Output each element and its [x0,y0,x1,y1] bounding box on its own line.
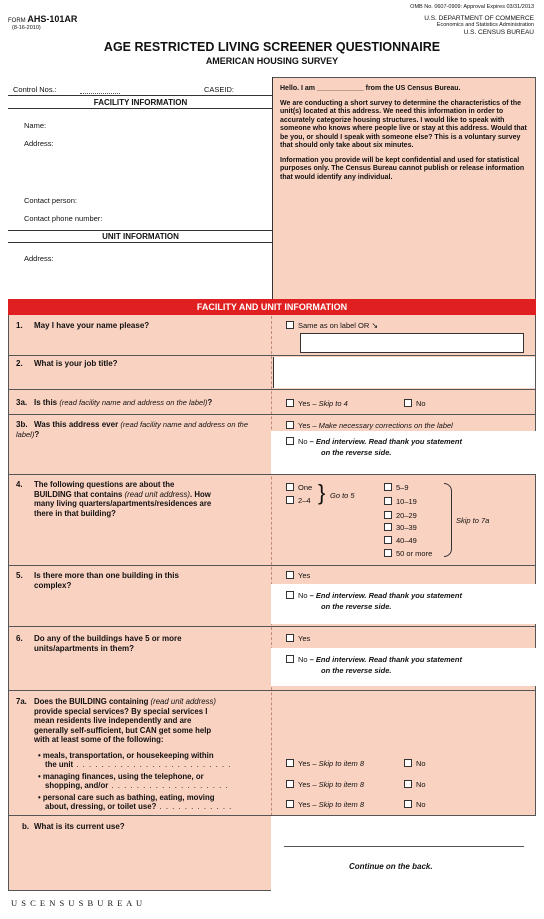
q-line: The following questions are about the [34,480,175,489]
q6-yes[interactable] [286,634,310,643]
q-text-italic: (read unit address) [124,489,190,499]
unit-address-label: Address: [24,254,54,263]
divider [8,389,536,390]
q3a-no[interactable] [404,399,426,408]
checkbox[interactable] [286,800,294,808]
q5-no[interactable] [286,591,462,600]
divider [8,108,273,109]
q-text-italic: (read facility name and address on the label) [16,420,248,439]
divider [8,230,273,231]
checkbox[interactable] [286,571,294,579]
q-text-bold: Does the BUILDING containing [34,697,151,706]
bullet-line: • personal care such as bathing, eating, moving [38,792,215,802]
checkbox[interactable] [384,549,392,557]
q-number: 3b. [16,420,28,429]
checkbox[interactable] [384,497,392,505]
divider [8,626,536,627]
q-text: What is its current use? [34,822,125,831]
dept-line: Economics and Statistics Administration [436,22,534,28]
q-line: complex? [34,581,72,590]
intro-purpose: We are conducting a short survey to determine the characteristics of the unit(s) located at this address. We need this information in order to accurately categorize housing structures. I would like to speak with someone who knows where people live or stay at this address. Would that be you, or should I speak with someone else? This is a voluntary survey that should only take about six minutes. [280,99,527,149]
q4-two-four[interactable] [286,496,311,505]
opt-text: No [298,655,308,664]
q-line: mean residents live independently and are [34,716,192,725]
q5-yes[interactable] [286,571,310,580]
form-subtitle: AMERICAN HOUSING SURVEY [205,56,339,66]
q1-same-as-label[interactable] [286,321,378,330]
question-4 [16,480,271,518]
skip-7a: Skip to 7a [456,516,490,525]
omb-notice: OMB No. 0607-0909: Approval Expires 03/31/2013 [410,4,534,10]
question-5 [16,571,266,591]
opt-note: – Make necessary corrections on the label [310,421,453,430]
q-number: 7a. [16,697,27,706]
q7a-care-yes[interactable] [286,800,364,809]
q-line: there in that building? [34,508,116,518]
q4-30-39[interactable] [384,523,417,532]
end-panel [271,648,536,686]
q-text-bold: Was this address ever [34,420,119,429]
opt-text: Yes [298,800,311,809]
opt-text: Yes [298,780,311,789]
opt-skip: – Skip to item 8 [310,759,365,768]
q-text-bold: BUILDING that contains [34,489,125,499]
end-text: – End interview. Read thank you statement [307,655,462,664]
q4-50-more[interactable] [384,549,432,558]
end-text: – End interview. Read thank you statement [307,437,462,446]
checkbox[interactable] [286,321,294,329]
facility-info-header: FACILITY INFORMATION [93,98,188,107]
question-2 [16,359,266,369]
divider [8,690,536,691]
question-3b [16,420,266,440]
opt-text: Yes [298,759,311,768]
opt-text: No [298,437,308,446]
opt-text: Yes [298,421,311,430]
divider [8,414,536,415]
opt-text: One [298,483,313,492]
q6-no[interactable] [286,655,462,664]
q-number: 3a. [16,398,28,407]
opt-skip: – Skip to 4 [310,399,348,408]
census-bureau-logo: U S C E N S U S B U R E A U [11,898,144,908]
q-number: 6. [16,634,23,643]
checkbox[interactable] [384,536,392,544]
divider [8,355,536,356]
control-line [80,93,120,94]
q-text: May I have your name please? [34,321,150,330]
opt-text: No [416,800,426,809]
question-1 [16,321,266,331]
current-use-panel [271,816,536,891]
bullet-line: • meals, transportation, or housekeeping within [38,750,214,760]
form-label-text: FORM [8,18,26,24]
checkbox[interactable] [286,591,294,599]
opt-skip: – Skip to item 8 [310,800,365,809]
q-number: 2. [16,359,23,368]
checkbox[interactable] [404,759,412,767]
contact-phone-label: Contact phone number: [24,214,103,223]
opt-text: Yes [298,571,311,580]
divider [8,95,273,96]
contact-person-label: Contact person: [24,196,77,205]
form-label [8,14,77,24]
goto-5: Go to 5 [330,491,355,500]
opt-skip: – Skip to item 8 [310,780,365,789]
q-line: units/apartments in them? [34,644,135,653]
intro-text [280,85,528,182]
q-line: Is there more than one building in this [34,571,179,580]
bullet-text: shopping, and/or [45,781,109,790]
checkbox[interactable] [286,634,294,642]
q-line: Do any of the buildings have 5 or more [34,634,182,643]
opt-text: 30–39 [396,523,417,532]
checkbox[interactable] [404,399,412,407]
q-text-bold: Is this [34,398,58,407]
department-block [424,15,534,36]
q-text-italic: (read facility name and address on the label) [59,398,208,407]
control-nos-label: Control Nos.: [13,85,57,94]
opt-text: No [416,399,426,408]
q4-40-49[interactable] [384,536,417,545]
question-6 [16,634,266,654]
opt-text: 10–19 [396,497,417,506]
opt-text: No [416,780,426,789]
q7a-finances-no[interactable] [404,780,426,789]
q-line: many living quarters/apartments/residences are [34,499,212,508]
end-panel [271,584,536,624]
continue-note: Continue on the back. [349,862,433,871]
q3b-no[interactable] [286,437,462,446]
caseid-label: CASEID: [204,85,235,94]
q7a-meals-no[interactable] [404,759,426,768]
q-line: with at least some of the following: [34,735,164,744]
divider [8,565,536,566]
q-text: What is your job title? [34,359,118,368]
q7a-meals-yes[interactable] [286,759,364,768]
bullet-line: about, dressing, or toilet use? . . . . . . . . . . . . [45,802,233,811]
checkbox[interactable] [286,437,294,445]
dept-line: U.S. CENSUS BUREAU [463,29,534,36]
form-date: (8-16-2010) [12,25,41,31]
section-title: FACILITY AND UNIT INFORMATION [8,299,536,315]
bullet-text: about, dressing, or toilet use? [45,802,157,811]
checkbox[interactable] [384,511,392,519]
bullet-line: the unit . . . . . . . . . . . . . . . . . . . . . . . . . [45,760,232,769]
q-line: provide special services? By special services I [34,706,208,716]
checkbox[interactable] [286,780,294,788]
bullet-line: shopping, and/or . . . . . . . . . . . . . . . . . . . [45,781,229,790]
bullet-text: the unit [45,760,74,769]
q-text-end: ? [34,430,40,439]
question-7a [16,697,271,812]
facility-panel [8,77,273,299]
q-number: 4. [16,480,23,489]
q-text-italic: (read unit address) [150,697,216,706]
unit-info-header: UNIT INFORMATION [102,232,179,241]
brace-icon [444,483,452,557]
end-text-2: on the reverse side. [321,666,392,675]
opt-text: Yes [298,399,311,408]
arrow-icon: ↘ [371,321,379,330]
checkbox[interactable] [384,523,392,531]
checkbox[interactable] [286,399,294,407]
address-label: Address: [24,139,54,148]
question-7b [16,822,266,832]
opt-text: 50 or more [396,549,433,558]
current-use-input[interactable] [284,846,524,847]
checkbox[interactable] [286,483,294,491]
q7a-finances-yes[interactable] [286,780,364,789]
q3a-yes[interactable] [286,399,348,408]
name-input[interactable] [300,333,524,353]
opt-text: No [416,759,426,768]
form-id: AHS-101AR [27,14,78,24]
q-line [34,697,271,707]
name-label: Name: [24,121,47,130]
checkbox[interactable] [404,800,412,808]
q-line [34,490,271,500]
checkbox[interactable] [404,780,412,788]
checkbox[interactable] [286,655,294,663]
q4-one[interactable] [286,483,312,492]
opt-text: Yes [298,634,311,643]
intro-confidentiality: Information you provide will be kept confidential and used for statistical purposes only. The Census Bureau cannot publish or release information that would identify any individual. [280,156,525,181]
opt-text: 2–4 [298,496,311,505]
dept-line: U.S. DEPARTMENT OF COMMERCE [424,15,534,22]
bullet-line: • managing finances, using the telephone, or [38,771,204,781]
divider [8,474,536,475]
checkbox[interactable] [384,483,392,491]
opt-text: 5–9 [396,483,409,492]
end-text-2: on the reverse side. [321,448,392,457]
q-number: 5. [16,571,23,580]
q4-5-9[interactable] [384,483,409,492]
checkbox[interactable] [286,496,294,504]
form-title: AGE RESTRICTED LIVING SCREENER QUESTIONNAIRE [103,40,441,54]
q4-20-29[interactable] [384,511,417,520]
checkbox[interactable] [286,759,294,767]
q-text-end: . How [190,489,211,499]
divider [8,242,273,243]
end-text-2: on the reverse side. [321,602,392,611]
q3b-yes[interactable] [286,421,453,430]
q-text-end: ? [207,398,213,407]
intro-greeting: Hello. I am ____________ from the US Census Bureau. [280,85,461,92]
q7a-care-no[interactable] [404,800,426,809]
q-number: 1. [16,321,23,330]
job-title-input[interactable] [273,357,535,388]
checkbox[interactable] [286,421,294,429]
opt-text: Same as on label OR [298,321,370,330]
q-line: generally self-sufficient, but CAN get some help [34,725,212,735]
end-text: – End interview. Read thank you statement [307,591,462,600]
brace-icon: } [318,480,326,505]
opt-text: 40–49 [396,536,417,545]
q-number: b. [22,822,30,831]
opt-text: 20–29 [396,511,417,520]
opt-text: No [298,591,308,600]
q4-10-19[interactable] [384,497,417,506]
question-3a [16,398,266,408]
